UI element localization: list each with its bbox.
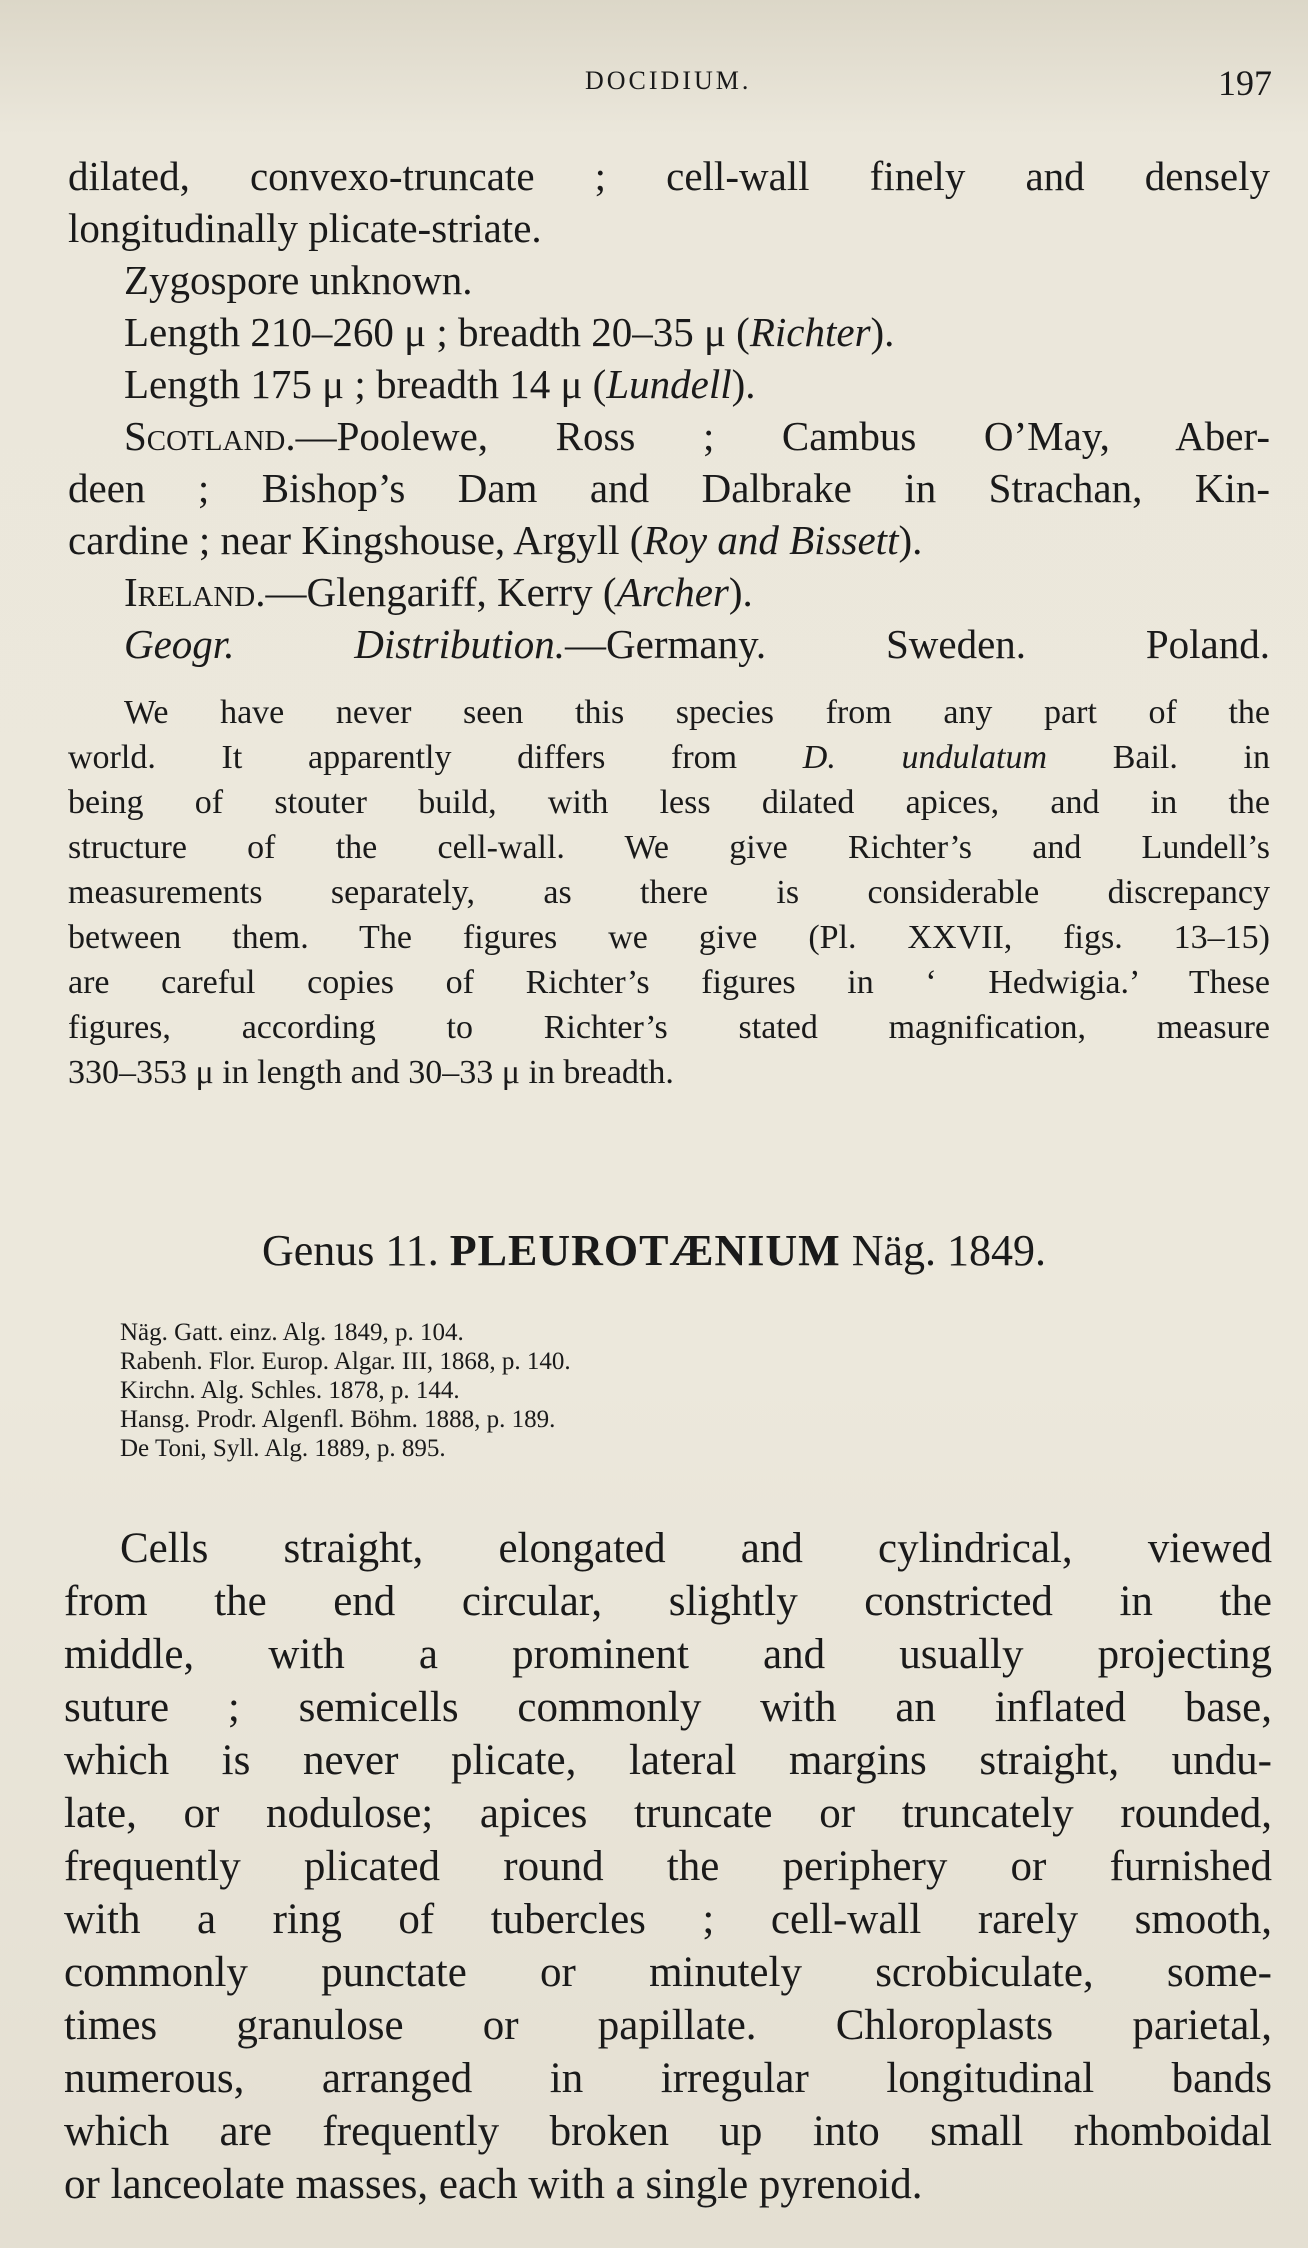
text-line: frequently plicated round the periphery or furnished — [64, 1843, 1272, 1890]
text-line: being of stouter build, with less dilated apices, and in the — [68, 784, 1270, 821]
species-name: D. undulatum — [802, 739, 1047, 776]
text-line: figures, according to Richter’s stated magnification, measure — [68, 1009, 1270, 1046]
text-line: from the end circular, slightly constricted in the — [64, 1578, 1272, 1625]
text-line: middle, with a prominent and usually projecting — [64, 1631, 1272, 1678]
genus-authority: Näg. 1849. — [851, 1226, 1046, 1275]
locality-line: cardine ; near Kingshouse, Argyll (Roy and Bissett). — [68, 517, 923, 563]
distribution-line: Geogr. Distribution.—Germany. Sweden. Poland. — [124, 621, 1270, 667]
reference-item: Näg. Gatt. einz. Alg. 1849, p. 104. — [120, 1319, 464, 1346]
page-number: 197 — [1218, 63, 1272, 103]
genus-number: Genus 11. — [261, 1226, 439, 1275]
distribution-label: Geogr. Distribution. — [124, 621, 566, 667]
text-line: times granulose or papillate. Chloroplasts parietal, — [64, 2002, 1272, 2049]
author-name: Richter — [749, 309, 871, 355]
text-line: which are frequently broken up into small rhomboidal — [64, 2108, 1272, 2155]
text-line: numerous, arranged in irregular longitudinal bands — [64, 2055, 1272, 2102]
author-name: Roy and Bissett — [643, 517, 899, 563]
locality-line: deen ; Bishop’s Dam and Dalbrake in Strachan, Kin- — [68, 465, 1270, 511]
reference-item: Rabenh. Flor. Europ. Algar. III, 1868, p. 140. — [120, 1348, 571, 1375]
reference-item: Kirchn. Alg. Schles. 1878, p. 144. — [120, 1377, 460, 1404]
text-line: or lanceolate masses, each with a single pyrenoid. — [64, 2161, 923, 2208]
text-line: Cells straight, elongated and cylindrical, viewed — [120, 1525, 1272, 1572]
text-line: 330–353 μ in length and 30–33 μ in breadth. — [68, 1054, 674, 1091]
text-line: between them. The figures we give (Pl. XXVII, figs. 13–15) — [68, 919, 1270, 956]
text-line: suture ; semicells commonly with an inflated base, — [64, 1684, 1272, 1731]
text-line: longitudinally plicate-striate. — [68, 205, 542, 251]
measurement-line: Length 210–260 μ ; breadth 20–35 μ (Richter). — [124, 309, 895, 355]
text-line: with a ring of tubercles ; cell-wall rarely smooth, — [64, 1896, 1272, 1943]
locality-line: Ireland.—Glengariff, Kerry (Archer). — [124, 569, 753, 615]
text-line: which is never plicate, lateral margins straight, undu- — [64, 1737, 1272, 1784]
genus-description — [64, 1522, 1272, 2211]
author-name: Lundell — [606, 361, 732, 407]
genus-name: PLEUROTÆNIUM — [449, 1226, 841, 1275]
measurement-line: Length 175 μ ; breadth 14 μ (Lundell). — [124, 361, 756, 407]
reference-item: De Toni, Syll. Alg. 1889, p. 895. — [120, 1435, 446, 1462]
text-line: commonly punctate or minutely scrobiculate, some- — [64, 1949, 1272, 1996]
species-description — [68, 150, 1270, 670]
text-line: are careful copies of Richter’s figures in ‘ Hedwigia.’ These — [68, 964, 1270, 1001]
locality-line: Scotland.—Poolewe, Ross ; Cambus O’May, Aber- — [124, 413, 1270, 459]
reference-item: Hansg. Prodr. Algenfl. Böhm. 1888, p. 189. — [120, 1406, 556, 1433]
text-line: world. It apparently differs from D. undulatum Bail. in — [68, 739, 1271, 776]
text-line: We have never seen this species from any part of the — [124, 694, 1270, 731]
running-head — [0, 62, 1308, 102]
genus-heading — [0, 1225, 1308, 1276]
author-name: Archer — [616, 569, 729, 615]
zygospore-line: Zygospore unknown. — [124, 257, 473, 303]
running-title: DOCIDIUM. — [585, 66, 752, 95]
text-line: structure of the cell-wall. We give Richter’s and Lundell’s — [68, 829, 1270, 866]
region-label: Ireland. — [124, 569, 266, 615]
text-line: measurements separately, as there is considerable discrepancy — [68, 874, 1270, 911]
text-line: late, or nodulose; apices truncate or truncately rounded, — [64, 1790, 1272, 1837]
text-line: dilated, convexo-truncate ; cell-wall finely and densely — [68, 153, 1270, 199]
notes-paragraph — [68, 690, 1270, 1095]
reference-list — [120, 1318, 571, 1463]
region-label: Scotland. — [124, 413, 296, 459]
